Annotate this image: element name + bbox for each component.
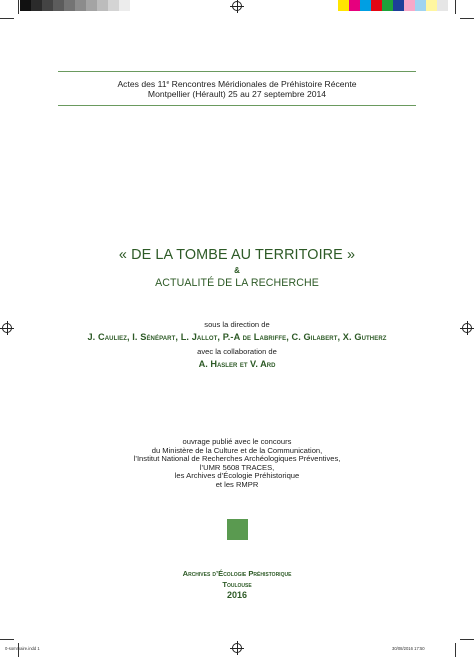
color-swatch [338, 0, 349, 11]
crop-mark [455, 0, 456, 14]
book-subtitle: ACTUALITÉ DE LA RECHERCHE [155, 277, 319, 289]
support-line: du Ministère de la Culture et de la Communication, [151, 445, 323, 455]
publisher-city: Toulouse [222, 580, 252, 589]
color-swatch [371, 0, 382, 11]
gray-swatch [42, 0, 53, 11]
slug-timestamp: 30/08/2016 17:50 [392, 646, 425, 651]
collaborators-list: A. Hasler et V. Ard [198, 359, 276, 369]
gray-swatch [108, 0, 119, 11]
ordinal-superscript: e [166, 80, 170, 86]
crop-mark [460, 639, 474, 640]
support-line: et les RMPR [215, 479, 259, 489]
support-statement [0, 438, 474, 490]
gray-swatch [31, 0, 42, 11]
color-swatch [426, 0, 437, 11]
publisher-logo-square [227, 519, 248, 540]
color-swatch [382, 0, 393, 11]
publication-year: 2016 [226, 590, 248, 600]
support-line: ouvrage publié avec le concours [182, 437, 292, 446]
color-swatch [393, 0, 404, 11]
collaboration-label: avec la collaboration de [197, 347, 277, 356]
editors-list: J. Cauliez, I. Sénépart, L. Jallot, P.-A de Labriffe, C. Gilabert, X. Gutherz [87, 332, 387, 342]
crop-mark [0, 18, 14, 19]
book-title: « DE LA TOMBE AU TERRITOIRE » [118, 247, 356, 263]
gray-swatch [97, 0, 108, 11]
header-rule-top [58, 71, 416, 72]
gray-swatch [86, 0, 97, 11]
crop-mark [460, 18, 474, 19]
registration-mark-icon [232, 643, 242, 653]
crop-mark [18, 0, 19, 14]
gray-swatch [20, 0, 31, 11]
color-swatch [437, 0, 448, 11]
proceedings-suffix: Rencontres Méridionales de Préhistoire Récente [169, 79, 357, 89]
color-swatch [404, 0, 415, 11]
grayscale-color-bar [20, 0, 130, 11]
gray-swatch [53, 0, 64, 11]
support-line: l’UMR 5608 TRACES, [199, 462, 275, 472]
slug-file-name: 0-sommaire.indd 1 [5, 646, 40, 651]
title-ampersand: & [234, 266, 240, 275]
publisher-name: Archives d’Écologie Préhistorique [182, 569, 292, 578]
gray-swatch [64, 0, 75, 11]
proceedings-location-date: Montpellier (Hérault) 25 au 27 septembre 2014 [147, 89, 327, 99]
crop-mark [0, 639, 14, 640]
header-rule-bottom [58, 105, 416, 106]
support-line: l’Institut National de Recherches Archéologiques Préventives, [133, 454, 341, 464]
registration-mark-icon [232, 1, 242, 11]
direction-label: sous la direction de [204, 320, 270, 329]
color-swatch [360, 0, 371, 11]
proceedings-prefix: Actes des 11 [117, 79, 167, 89]
crop-mark [455, 643, 456, 657]
color-swatch [349, 0, 360, 11]
gray-swatch [75, 0, 86, 11]
color-swatch [415, 0, 426, 11]
support-line: les Archives d’Écologie Préhistorique [174, 471, 300, 481]
gray-swatch [119, 0, 130, 11]
cmyk-color-bar [338, 0, 448, 11]
